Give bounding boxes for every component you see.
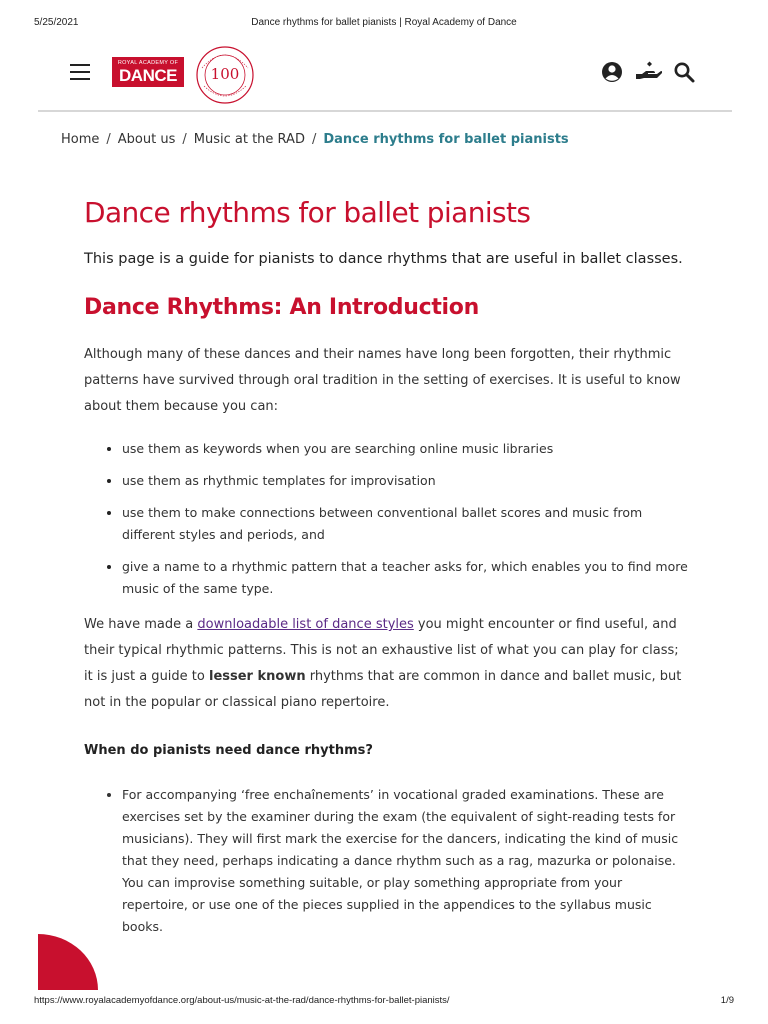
page-title: Dance rhythms for ballet pianists bbox=[84, 196, 531, 229]
dance-styles-link[interactable]: downloadable list of dance styles bbox=[197, 617, 414, 632]
site-header bbox=[38, 42, 732, 112]
breadcrumb-music-at-the-rad[interactable]: Music at the RAD bbox=[193, 132, 305, 147]
breadcrumb-current: Dance rhythms for ballet pianists bbox=[323, 132, 569, 147]
account-icon[interactable] bbox=[600, 60, 624, 84]
decorative-corner-shape bbox=[38, 934, 98, 990]
seal-number: 100 bbox=[210, 65, 240, 83]
lead-paragraph: This page is a guide for pianists to dance rhythms that are useful in ballet classes. bbox=[84, 251, 683, 267]
breadcrumb-home[interactable]: Home bbox=[61, 132, 100, 147]
print-title: Dance rhythms for ballet pianists | Royal Academy of Dance bbox=[251, 17, 517, 28]
donate-icon[interactable] bbox=[634, 60, 662, 84]
menu-icon[interactable] bbox=[70, 64, 90, 80]
dance-styles-paragraph: We have made a downloadable list of dance styles you might encounter or find useful, and their typical rhythmic patterns. This is not an exhaustive list of what you can play for class; it is just a guide to lesser known rhythms that are common in dance and ballet music, but not in the popular or classical piano repertoire. bbox=[84, 617, 682, 710]
print-url: https://www.royalacademyofdance.org/about-us/music-at-the-rad/dance-rhythms-for-ballet-pianists/ bbox=[34, 995, 450, 1006]
reasons-list bbox=[84, 438, 688, 600]
breadcrumb-about-us[interactable]: About us bbox=[117, 132, 176, 147]
rad-logo[interactable] bbox=[112, 57, 184, 87]
print-header bbox=[0, 17, 768, 31]
search-icon[interactable] bbox=[672, 60, 696, 84]
logo-small-text: ROYAL ACADEMY OF bbox=[117, 60, 179, 66]
list-item: • use them as keywords when you are searching online music libraries bbox=[122, 438, 688, 460]
centenary-seal bbox=[194, 44, 256, 106]
intro-paragraph: Although many of these dances and their names have long been forgotten, their rhythmic patterns have survived through oral tradition in the setting of exercises. It is useful to know about them because you can: bbox=[84, 347, 681, 414]
logo-big-text: DANCE bbox=[119, 66, 177, 85]
section-title: Dance Rhythms: An Introduction bbox=[84, 295, 479, 320]
list-item: • use them to make connections between conventional ballet scores and music from different styles and periods, and bbox=[122, 502, 688, 546]
subheading: When do pianists need dance rhythms? bbox=[84, 743, 373, 758]
list-item: • give a name to a rhythmic pattern that a teacher asks for, which enables you to find more music of the same type. bbox=[122, 556, 688, 600]
list-item: • use them as rhythmic templates for improvisation bbox=[122, 470, 688, 492]
list-item: • For accompanying ‘free enchaînements’ in vocational graded examinations. These are exercises set by the examiner during the exam (the equivalent of sight-reading tests for musicians). They will first mark the exercise for the dancers, indicating the kind of music that they need, perhaps indicating a dance rhythm such as a rag, mazurka or polonaise. You can improvise something suitable, or play something appropriate from your repertoire, or use one of the pieces supplied in the appendices to the syllabus music books. bbox=[122, 784, 688, 938]
main-content bbox=[84, 190, 688, 938]
breadcrumb: Home / About us / Music at the RAD / Dance rhythms for ballet pianists bbox=[61, 132, 569, 147]
print-page-number: 1/9 bbox=[720, 995, 734, 1006]
when-list bbox=[84, 784, 688, 938]
print-date: 5/25/2021 bbox=[34, 17, 79, 28]
